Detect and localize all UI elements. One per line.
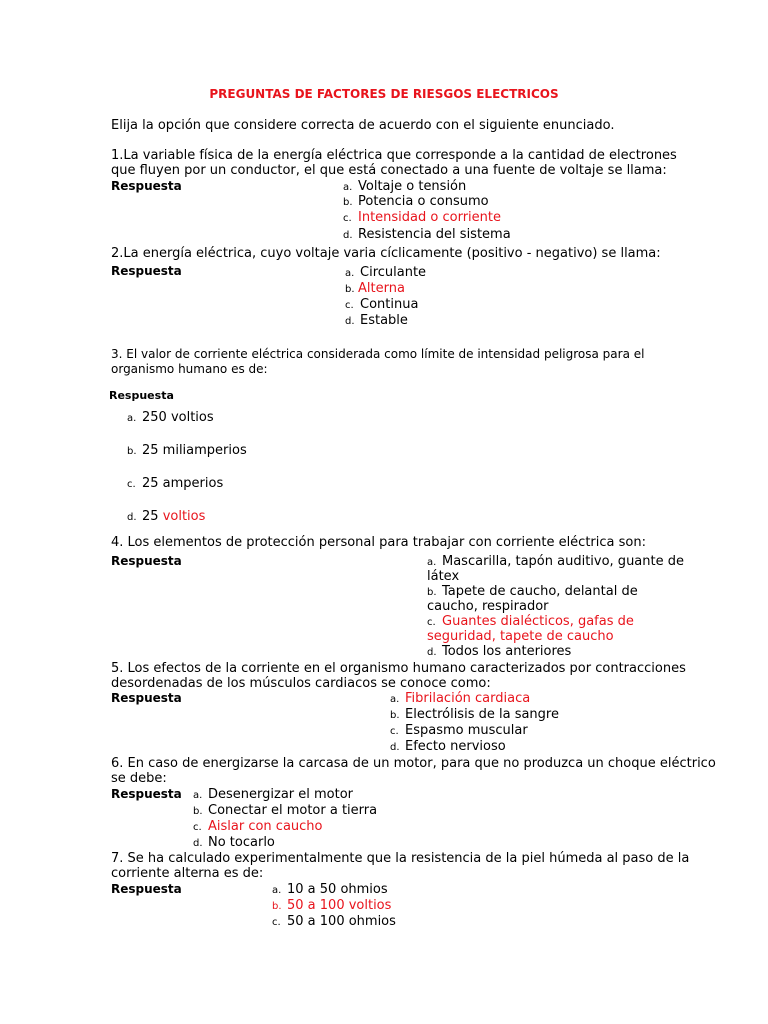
- q4-option-b-cont: caucho, respirador: [427, 599, 549, 614]
- q4-option-b: b. Tapete de caucho, delantal de: [427, 584, 638, 599]
- q3-option-b: b. 25 miliamperios: [127, 443, 247, 458]
- q2-option-b: b. Alterna: [345, 281, 405, 296]
- answer-label: Respuesta: [111, 264, 182, 278]
- q6-option-a: a. Desenergizar el motor: [193, 787, 354, 802]
- q4-option-d: d. Todos los anteriores: [427, 644, 572, 659]
- question-6-line-2: se debe:: [111, 771, 167, 786]
- q7-option-a: a. 10 a 50 ohmios: [272, 882, 388, 897]
- document-title: PREGUNTAS DE FACTORES DE RIESGOS ELECTRICOS: [209, 87, 559, 101]
- question-7-line-2: corriente alterna es de:: [111, 866, 264, 881]
- question-4-line-1: 4. Los elementos de protección personal para trabajar con corriente eléctrica son:: [111, 535, 646, 550]
- answer-label: Respuesta: [109, 389, 174, 402]
- q7-option-c: c. 50 a 100 ohmios: [272, 914, 396, 929]
- question-5-line-2: desordenadas de los músculos cardiacos se conoce como:: [111, 676, 491, 691]
- question-3-line-2: organismo humano es de:: [111, 362, 268, 376]
- q1-option-a: a. Voltaje o tensión: [343, 179, 467, 194]
- q3-option-a: a. 250 voltios: [127, 410, 214, 425]
- q1-option-b: b. Potencia o consumo: [343, 194, 489, 209]
- question-3-line-1: 3. El valor de corriente eléctrica considerada como límite de intensidad peligrosa para el: [111, 347, 645, 361]
- answer-label: Respuesta: [111, 787, 182, 801]
- q5-option-b: b. Electrólisis de la sangre: [390, 707, 559, 722]
- answer-label: Respuesta: [111, 179, 182, 193]
- question-2-line-1: 2.La energía eléctrica, cuyo voltaje varia cíclicamente (positivo - negativo) se llama:: [111, 246, 661, 261]
- q5-option-d: d. Efecto nervioso: [390, 739, 506, 754]
- question-1-line-2: que fluyen por un conductor, el que está conectado a una fuente de voltaje se llama:: [111, 163, 667, 178]
- q5-option-c: c. Espasmo muscular: [390, 723, 528, 738]
- q1-option-c: c. Intensidad o corriente: [343, 210, 501, 225]
- instructions: Elija la opción que considere correcta de acuerdo con el siguiente enunciado.: [111, 118, 615, 133]
- q3-option-d: d. 25 voltios: [127, 509, 206, 524]
- question-7-line-1: 7. Se ha calculado experimentalmente que la resistencia de la piel húmeda al paso de la: [111, 851, 690, 866]
- q2-option-c: c. Continua: [345, 297, 419, 312]
- answer-label: Respuesta: [111, 691, 182, 705]
- q4-option-c: c. Guantes dialécticos, gafas de: [427, 614, 634, 629]
- answer-label: Respuesta: [111, 554, 182, 568]
- q1-option-d: d. Resistencia del sistema: [343, 227, 511, 242]
- q3-option-c: c. 25 amperios: [127, 476, 224, 491]
- question-5-line-1: 5. Los efectos de la corriente en el organismo humano caracterizados por contracciones: [111, 661, 686, 676]
- question-1-line-1: 1.La variable física de la energía eléctrica que corresponde a la cantidad de electrones: [111, 148, 677, 163]
- q5-option-a: a. Fibrilación cardiaca: [390, 691, 531, 706]
- q2-option-d: d. Estable: [345, 313, 408, 328]
- q7-option-b: b. 50 a 100 voltios: [272, 898, 392, 913]
- q4-option-a: a. Mascarilla, tapón auditivo, guante de: [427, 554, 684, 569]
- q2-option-a: a. Circulante: [345, 265, 427, 280]
- q4-option-c-cont: seguridad, tapete de caucho: [427, 629, 614, 644]
- q6-option-d: d. No tocarlo: [193, 835, 275, 850]
- q6-option-b: b. Conectar el motor a tierra: [193, 803, 378, 818]
- q6-option-c: c. Aislar con caucho: [193, 819, 323, 834]
- answer-label: Respuesta: [111, 882, 182, 896]
- question-6-line-1: 6. En caso de energizarse la carcasa de un motor, para que no produzca un choque eléctrico: [111, 756, 716, 771]
- q4-option-a-cont: látex: [427, 569, 460, 584]
